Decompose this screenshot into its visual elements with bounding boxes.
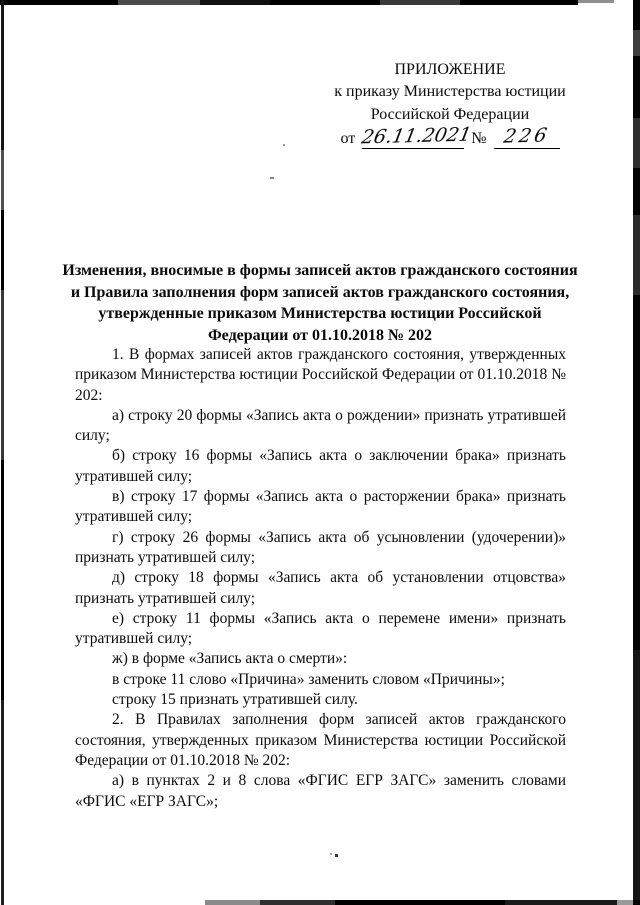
handwritten-order-number: 226 — [501, 124, 552, 148]
paragraph-item-2: 2. В Правилах заполнения форм записей актов гражданского состояния, утвержденных приказом Министерства юстиции Российской Федерации от 01.10.2018 № 202: — [75, 711, 566, 769]
scan-edge-bottom — [205, 900, 640, 905]
scan-speck — [335, 854, 338, 857]
scan-speck — [270, 177, 274, 179]
header-authority-name: Российской Федерации — [370, 105, 530, 123]
header-order-reference: к приказу Министерства юстиции — [334, 83, 566, 101]
scan-edge-right — [633, 0, 640, 905]
paragraph-item-1: 1. В формах записей актов гражданского состояния, утвержденных приказом Министерства юстиции Российской Федерации от 01.10.2018 № 202: — [75, 346, 566, 404]
number-sign-label: № — [471, 129, 487, 147]
scan-edge-left — [1, 0, 4, 905]
number-underline-field — [494, 124, 560, 149]
date-underline-field — [360, 123, 474, 149]
paragraph-item-1a: а) строку 20 формы «Запись акта о рождении» признать утратившей силу; — [75, 406, 566, 445]
header-appendix-label: ПРИЛОЖЕНИЕ — [394, 61, 506, 78]
handwritten-date: 26.11.2021 — [360, 123, 474, 149]
paragraph-item-2a: а) в пунктах 2 и 8 слова «ФГИС ЕГР ЗАГС» заменить словами «ФГИС «ЕГР ЗАГС»; — [75, 772, 566, 810]
scan-edge-top — [0, 0, 578, 5]
paragraph-item-1zh-sub2: строку 15 признать утратившей силу. — [112, 691, 358, 709]
paragraph-item-1d: д) строку 18 формы «Запись акта об установлении отцовства» признать утратившей силу; — [75, 569, 566, 607]
document-title — [58, 260, 582, 346]
paragraph-item-1b: б) строку 16 формы «Запись акта о заключении брака» признать утратившей силу; — [75, 447, 566, 485]
scan-edge-top-light — [578, 0, 614, 3]
document-body — [75, 345, 566, 812]
paragraph-item-1zh: ж) в форме «Запись акта о смерти»: — [112, 650, 348, 668]
title-line: утвержденные приказом Министерства юстиции Российской — [98, 305, 542, 323]
scan-speck — [330, 853, 332, 855]
paragraph-item-1v: в) строку 17 формы «Запись акта о расторжении брака» признать утратившей силу; — [75, 488, 566, 526]
title-line: Федерации от 01.10.2018 № 202 — [207, 326, 433, 344]
approval-header — [325, 59, 575, 149]
paragraph-item-1e: е) строку 11 формы «Запись акта о перемене имени» признать утратившей силу; — [75, 609, 566, 648]
title-line: и Правила заполнения форм записей актов гражданского состояния, — [70, 283, 570, 301]
order-date-number-row — [325, 123, 575, 149]
paragraph-item-1g: г) строку 26 формы «Запись акта об усыновлении (удочерении)» признать утратившей силу; — [75, 528, 566, 566]
paragraph-item-1zh-sub1: в строке 11 слово «Причина» заменить словом «Причины»; — [112, 670, 505, 688]
title-line: Изменения, вносимые в формы записей актов гражданского состояния — [62, 262, 578, 279]
scan-speck — [283, 144, 285, 146]
date-prefix-label: от — [340, 129, 356, 147]
